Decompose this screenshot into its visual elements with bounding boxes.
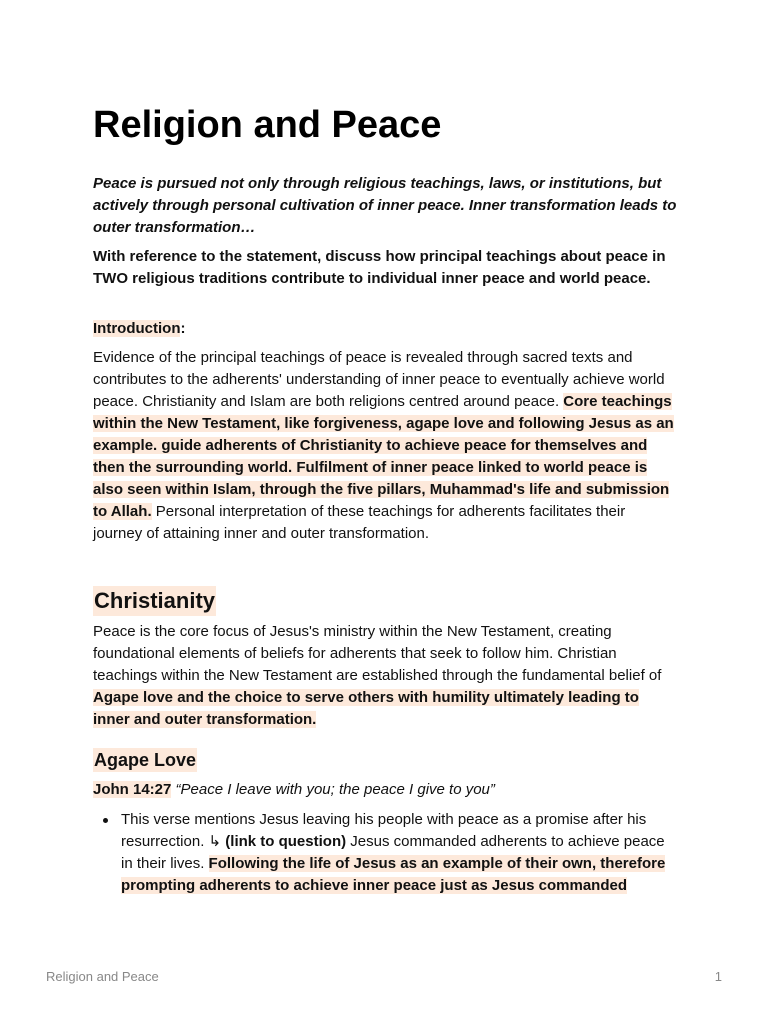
agape-heading: Agape Love <box>94 750 197 770</box>
intro-text-1: Evidence of the principal teachings of peace is revealed through sacred texts and contributes to the adherents' understanding of inner peace to eventually achieve world peace. Christianity and Islam are both religions centred around peace. <box>93 349 665 410</box>
bullet-highlight: Following the life of Jesus as an example of their own, therefore prompting adherents to achieve inner peace just as Jesus commanded <box>121 855 666 894</box>
verse-reference: John 14:27 <box>93 781 172 798</box>
quote-paragraph: Peace is pursued not only through religious teachings, laws, or institutions, but actively through personal cultivation of inner peace. Inner transformation leads to outer transformation… <box>93 175 677 236</box>
intro-colon: : <box>180 320 186 337</box>
intro-text-2: Personal interpretation of these teachings for adherents facilitates their journey of attaining inner and outer transformation. <box>93 503 626 542</box>
intro-label-line <box>93 318 678 340</box>
footer-title: Religion and Peace <box>46 969 159 984</box>
list-item <box>93 809 678 897</box>
bullet-text-2: Jesus commanded adherents to achieve peace in their lives. <box>121 833 665 872</box>
agape-bullet-list <box>93 809 678 897</box>
christianity-text: Peace is the core focus of Jesus's ministry within the New Testament, creating foundational elements of beliefs for adherents that seek to follow him. Christian teachings within the New Testament are established through the fundamental belief of <box>93 623 662 684</box>
document-title: Religion and Peace <box>93 104 442 146</box>
intro-label: Introduction <box>93 320 181 337</box>
bullet-text-1: This verse mentions Jesus leaving his people with peace as a promise after his resurrection. ↳ <box>121 811 647 850</box>
christianity-paragraph <box>93 621 678 731</box>
christianity-heading: Christianity <box>93 586 216 616</box>
verse-line <box>93 779 678 801</box>
bullet-icon <box>103 818 108 823</box>
christianity-highlight: Agape love and the choice to serve others with humility ultimately leading to inner and outer transformation. <box>93 689 639 728</box>
link-to-question: (link to question) <box>225 833 347 850</box>
page-number: 1 <box>714 969 722 984</box>
verse-text: “Peace I leave with you; the peace I give to you” <box>171 781 495 798</box>
intro-highlight: Core teachings within the New Testament, like forgiveness, agape love and following Jesus as an example. guide adherents of Christianity to achieve peace for themselves and then the surrounding world. Fulfilment of inner peace linked to world peace is also seen within Islam, through the five pillars, Muhammad's life and submission to Allah. <box>93 393 674 520</box>
intro-paragraph <box>93 347 678 545</box>
christianity-heading-wrap <box>93 586 678 616</box>
prompt-paragraph: With reference to the statement, discuss how principal teachings about peace in TWO religious traditions contribute to individual inner peace and world peace. <box>93 248 666 287</box>
agape-heading-wrap <box>93 748 678 772</box>
